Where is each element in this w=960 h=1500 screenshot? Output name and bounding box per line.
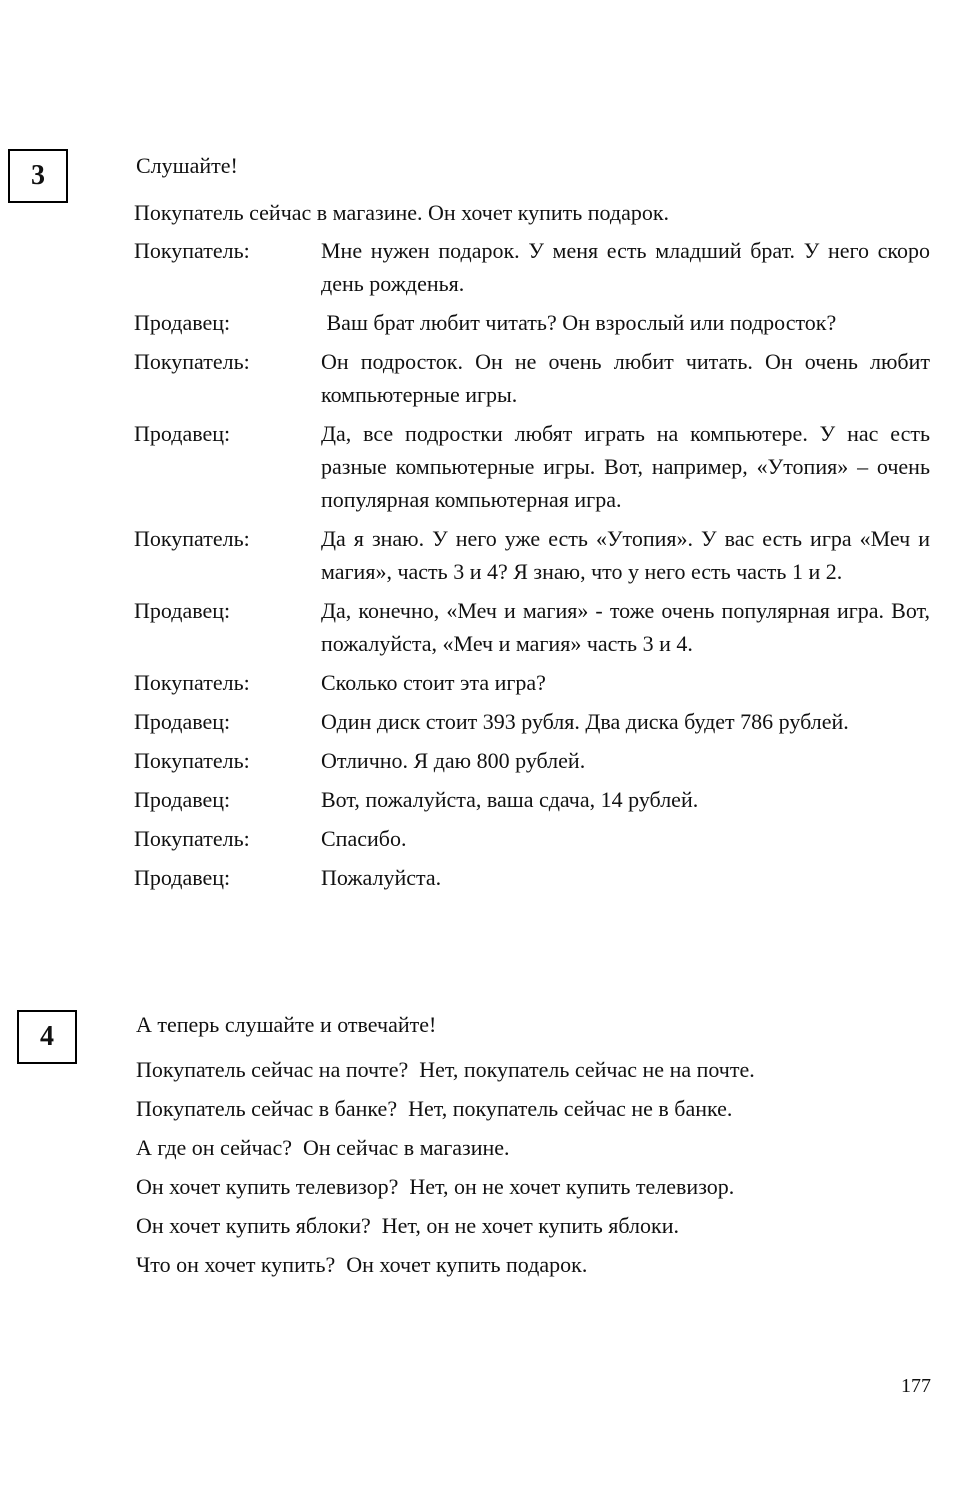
qa-line: Покупатель сейчас в банке? Нет, покупатель сейчас не в банке. [136,1096,733,1121]
dialog-row [134,522,930,588]
speaker-label: Покупатель: [134,238,250,263]
dialog-row [134,822,930,855]
speaker-label: Покупатель: [134,826,250,851]
speaker-label: Покупатель: [134,349,250,374]
dialog-line: Ваш брат любит читать? Он взрослый или подросток? [321,310,837,335]
qa-line: Что он хочет купить? Он хочет купить подарок. [136,1252,588,1277]
dialog-row [134,345,930,411]
speaker-label: Покупатель: [134,748,250,773]
exercise-3-intro: Покупатель сейчас в магазине. Он хочет купить подарок. [134,200,670,225]
dialog [134,234,930,900]
dialog-row [134,783,930,816]
page-number: 177 [901,1375,931,1397]
qa-line: Покупатель сейчас на почте? Нет, покупатель сейчас не на почте. [136,1057,755,1082]
question-answer-list [136,1053,755,1287]
dialog-line: Он подросток. Он не очень любит читать. Он очень любит компьютерные игры. [321,349,930,407]
speaker-label: Продавец: [134,787,231,812]
dialog-row [134,705,930,738]
speaker-label: Продавец: [134,421,231,446]
qa-line: Он хочет купить телевизор? Нет, он не хочет купить телевизор. [136,1174,735,1199]
exercise-3-title: Слушайте! [136,153,238,178]
dialog-line: Да я знаю. У него уже есть «Утопия». У вас есть игра «Меч и магия», часть 3 и 4? Я знаю, что у него есть часть 1 и 2. [321,526,930,584]
dialog-row [134,306,930,339]
dialog-line: Сколько стоит эта игра? [321,670,546,695]
dialog-row [134,594,930,660]
dialog-line: Отлично. Я даю 800 рублей. [321,748,586,773]
dialog-row [134,666,930,699]
exercise-3-number: 3 [8,149,68,203]
speaker-label: Продавец: [134,310,231,335]
speaker-label: Продавец: [134,709,231,734]
dialog-line: Вот, пожалуйста, ваша сдача, 14 рублей. [321,787,699,812]
dialog-line: Да, все подростки любят играть на компьютере. У нас есть разные компьютерные игры. Вот, например, «Утопия» – очень популярная компьютерная игра. [321,421,930,512]
speaker-label: Покупатель: [134,670,250,695]
exercise-4-title: А теперь слушайте и отвечайте! [136,1012,437,1037]
speaker-label: Покупатель: [134,526,250,551]
dialog-row [134,234,930,300]
dialog-line: Спасибо. [321,826,407,851]
dialog-row [134,417,930,516]
dialog-line: Один диск стоит 393 рубля. Два диска будет 786 рублей. [321,709,849,734]
dialog-line: Мне нужен подарок. У меня есть младший брат. У него скоро день рожденья. [321,238,930,296]
qa-line: Он хочет купить яблоки? Нет, он не хочет купить яблоки. [136,1213,679,1238]
dialog-row [134,861,930,894]
exercise-4-number: 4 [17,1010,77,1064]
dialog-row [134,744,930,777]
qa-line: А где он сейчас? Он сейчас в магазине. [136,1135,510,1160]
speaker-label: Продавец: [134,598,231,623]
dialog-line: Да, конечно, «Меч и магия» - тоже очень популярная игра. Вот, пожалуйста, «Меч и магия» часть 3 и 4. [321,598,930,656]
speaker-label: Продавец: [134,865,231,890]
dialog-line: Пожалуйста. [321,865,442,890]
